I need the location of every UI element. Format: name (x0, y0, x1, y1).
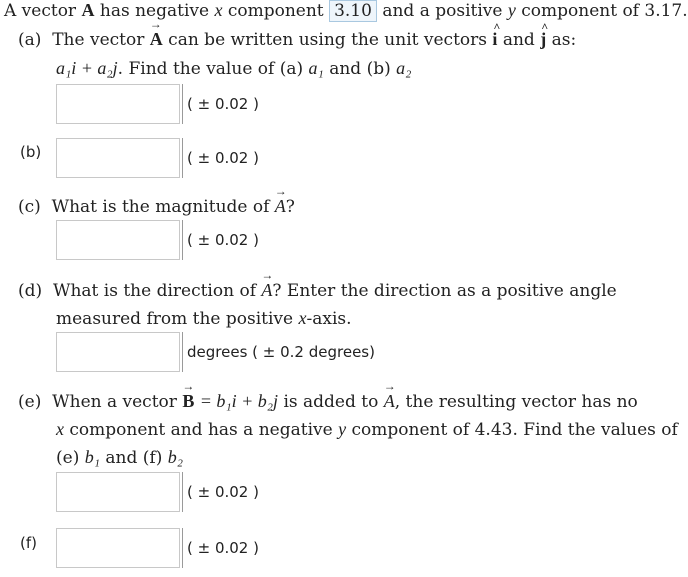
part-c-question (18, 196, 295, 217)
answer-input-d[interactable] (56, 332, 180, 372)
unit-j-symbol: ^ j (540, 29, 546, 50)
intro-text: has negative (99, 1, 210, 21)
question-text: ? (285, 197, 295, 217)
vector-a-symbol: A (81, 0, 95, 20)
x-symbol: x (298, 308, 307, 328)
answer-input-a[interactable] (56, 84, 180, 124)
part-f-label: (f) (20, 534, 37, 552)
question-text: ? Enter the direction as a positive angle (272, 281, 617, 301)
part-e-label: (e) (18, 392, 42, 412)
question-text: . Find the value of (a) (117, 59, 304, 79)
answer-input-b[interactable] (56, 138, 180, 178)
question-text: -axis. (306, 309, 352, 329)
answer-input-c[interactable] (56, 220, 180, 260)
part-d-question-line2 (56, 308, 352, 329)
question-text: When a vector (52, 392, 177, 412)
question-text: , the resulting vector has no (394, 392, 638, 412)
x-symbol: x (56, 419, 64, 439)
part-b-label: (b) (20, 143, 42, 161)
intro-text: component of 3.17. (521, 1, 688, 21)
part-d-label: (d) (18, 281, 43, 301)
vector-a-symbol: → A (275, 196, 286, 217)
intro-text: A vector (4, 1, 77, 21)
question-text: The vector (52, 30, 145, 50)
question-text: and (f) (105, 448, 163, 468)
vector-expression: = b₁i + b₂j (199, 391, 279, 411)
vector-a-symbol: → A (261, 280, 272, 301)
intro-text: and a positive (382, 1, 503, 21)
a1-symbol: a₁ (308, 58, 324, 78)
a2-symbol: a₂ (396, 58, 412, 78)
question-text: (e) (56, 448, 80, 468)
question-text: component and has a negative (69, 420, 333, 440)
tolerance-e: ( ± 0.02 ) (182, 472, 259, 512)
y-symbol: y (507, 0, 516, 20)
question-text: as: (551, 30, 577, 50)
question-text: measured from the positive (56, 309, 294, 329)
part-e-question-line1 (18, 391, 638, 412)
tolerance-b: ( ± 0.02 ) (182, 138, 259, 178)
vector-a-symbol: → A (384, 391, 395, 412)
tolerance-d: degrees ( ± 0.2 degrees) (182, 332, 375, 372)
x-component-value: 3.10 (329, 0, 377, 22)
tolerance-a: ( ± 0.02 ) (182, 84, 259, 124)
question-text: What is the direction of (52, 281, 256, 301)
part-d-question-line1 (18, 280, 617, 301)
vector-expression: a₁i + a₂j (56, 58, 118, 78)
question-text: is added to (283, 392, 379, 412)
part-a-label: (a) (18, 30, 42, 50)
intro-line (4, 0, 688, 22)
tolerance-f: ( ± 0.02 ) (182, 528, 259, 568)
b1-symbol: b₁ (84, 447, 100, 467)
part-c-label: (c) (18, 197, 41, 217)
y-symbol: y (338, 419, 347, 439)
question-text: and (b) (329, 59, 391, 79)
part-e-question-line2 (56, 419, 678, 440)
question-text: can be written using the unit vectors (168, 30, 487, 50)
intro-text: component (227, 1, 324, 21)
x-symbol: x (214, 0, 223, 20)
part-e-question-line3 (56, 447, 183, 468)
part-a-question-line1 (18, 29, 576, 50)
answer-input-e[interactable] (56, 472, 180, 512)
unit-i-symbol: ^ i (492, 29, 497, 50)
vector-a-symbol: → A (150, 29, 163, 50)
b2-symbol: b₂ (167, 447, 184, 467)
vector-b-symbol: → B (182, 391, 194, 412)
part-a-question-line2 (56, 58, 411, 79)
question-text: What is the magnitude of (51, 197, 270, 217)
question-text: component of 4.43. Find the values of (351, 420, 678, 440)
answer-input-f[interactable] (56, 528, 180, 568)
question-text: and (502, 30, 535, 50)
tolerance-c: ( ± 0.02 ) (182, 220, 259, 260)
